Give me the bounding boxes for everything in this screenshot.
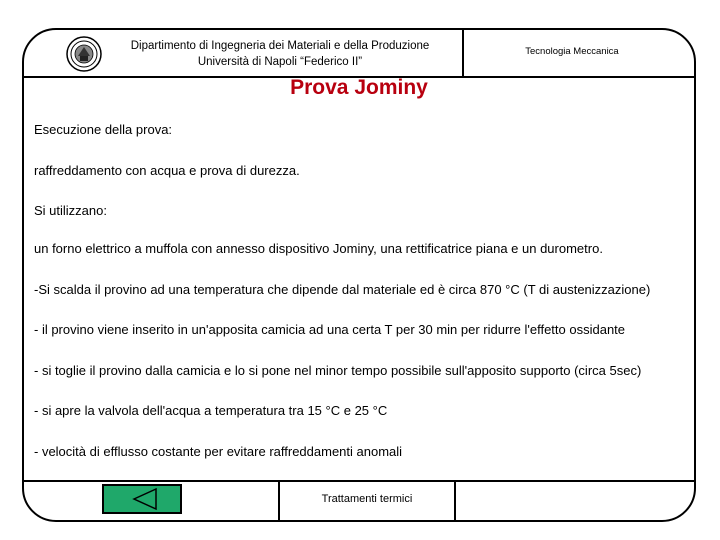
- department-heading: [110, 38, 450, 70]
- header-vertical-divider: [462, 28, 464, 78]
- body-line: Si utilizzano:: [34, 203, 107, 218]
- footer-vertical-divider-right: [454, 480, 456, 522]
- body-line: raffreddamento con acqua e prova di durezza.: [34, 163, 300, 178]
- course-name: Tecnologia Meccanica: [525, 46, 619, 57]
- body-line: - il provino viene inserito in un'apposita camicia ad una certa T per 30 min per ridurre l'effetto ossidante: [34, 322, 626, 337]
- footer-vertical-divider-left: [278, 480, 280, 522]
- university-seal-icon: [66, 36, 102, 72]
- footer-divider: [22, 480, 696, 482]
- body-line: - si apre la valvola dell'acqua a temperatura tra 15 °C e 25 °C: [34, 403, 388, 418]
- department-name: Dipartimento di Ingegneria dei Materiali e della Produzione: [130, 40, 430, 52]
- body-line: un forno elettrico a muffola con annesso dispositivo Jominy, una rettificatrice piana e un durometro.: [34, 241, 603, 256]
- body-line: - si toglie il provino dalla camicia e lo si pone nel minor tempo possibile sull'apposito supporto (circa 5sec): [34, 363, 642, 378]
- body-line: Esecuzione della prova:: [34, 122, 173, 137]
- back-button[interactable]: [102, 484, 182, 514]
- section-label: Trattamenti termici: [321, 493, 413, 505]
- back-triangle-icon: [104, 486, 180, 512]
- body-line: -Si scalda il provino ad una temperatura che dipende dal materiale ed è circa 870 °C (T di austenizzazione): [34, 282, 651, 297]
- university-name: Università di Napoli “Federico II”: [197, 56, 363, 68]
- slide-title: Prova Jominy: [290, 76, 428, 99]
- body-line: - velocità di efflusso costante per evitare raffreddamenti anomali: [34, 444, 403, 459]
